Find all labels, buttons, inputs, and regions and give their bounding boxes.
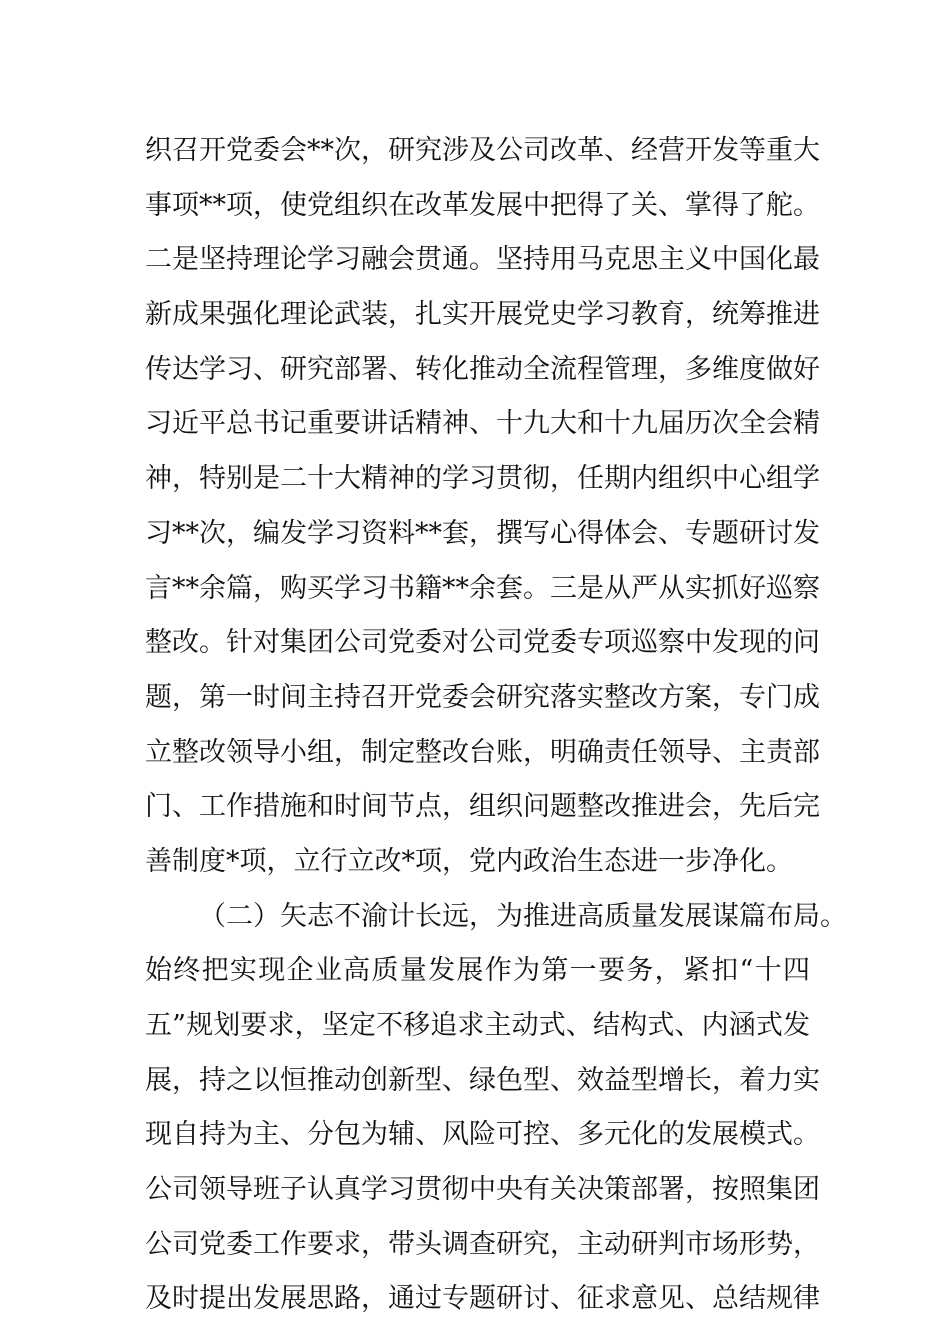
- text-line-9: 言**余篇，购买学习书籍**余套。三是从严从实抓好巡察: [145, 572, 820, 604]
- text-line-3: 二是坚持理论学习融会贯通。坚持用马克思主义中国化最: [145, 244, 820, 276]
- text-line-8: 习**次，编发学习资料**套，撰写心得体会、专题研讨发: [145, 517, 820, 549]
- text-line-7: 神，特别是二十大精神的学习贯彻，任期内组织中心组学: [145, 463, 820, 495]
- text-line-19: 现自持为主、分包为辅、风险可控、多元化的发展模式。: [145, 1119, 820, 1151]
- text-line-14: 善制度*项，立行立改*项，党内政治生态进一步净化。: [145, 845, 793, 877]
- text-line-16: 始终把实现企业高质量发展作为第一要务，紧扣“十四: [145, 955, 810, 987]
- text-line-22: 及时提出发展思路，通过专题研讨、征求意见、总结规律: [145, 1283, 820, 1315]
- text-line-18: 展，持之以恒推动创新型、绿色型、效益型增长，着力实: [145, 1064, 820, 1096]
- text-line-10: 整改。针对集团公司党委对公司党委专项巡察中发现的问: [145, 627, 820, 659]
- text-line-12: 立整改领导小组，制定整改台账，明确责任领导、主责部: [145, 736, 820, 768]
- text-line-21: 公司党委工作要求，带头调查研究，主动研判市场形势，: [145, 1228, 820, 1260]
- section-heading-line: （二）矢志不渝计长远，为推进高质量发展谋篇布局。: [199, 900, 847, 932]
- text-line-17: 五”规划要求，坚定不移追求主动式、结构式、内涵式发: [145, 1010, 810, 1041]
- text-line-5: 传达学习、研究部署、转化推动全流程管理，多维度做好: [145, 353, 820, 385]
- text-line-13: 门、工作措施和时间节点，组织问题整改推进会，先后完: [145, 791, 820, 823]
- text-line-2: 事项**项，使党组织在改革发展中把得了关、掌得了舵。: [145, 189, 820, 221]
- text-line-6: 习近平总书记重要讲话精神、十九大和十九届历次全会精: [145, 408, 820, 440]
- text-line-1: 织召开党委会**次，研究涉及公司改革、经营开发等重大: [145, 135, 820, 166]
- text-line-11: 题，第一时间主持召开党委会研究落实整改方案，专门成: [145, 681, 820, 713]
- text-line-4: 新成果强化理论武装，扎实开展党史学习教育，统筹推进: [145, 299, 820, 331]
- body-text: [145, 124, 847, 1327]
- text-line-20: 公司领导班子认真学习贯彻中央有关决策部署，按照集团: [145, 1174, 820, 1206]
